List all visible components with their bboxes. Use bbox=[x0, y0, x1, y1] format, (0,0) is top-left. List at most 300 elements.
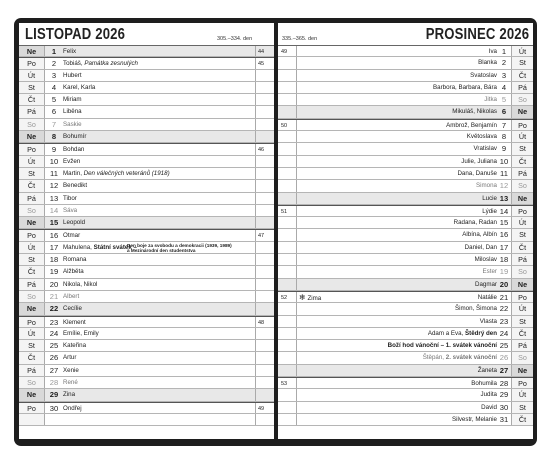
nameday bbox=[474, 143, 498, 155]
weekday-abbrev: Čt bbox=[511, 242, 533, 253]
day-row[interactable] bbox=[19, 156, 274, 168]
day-number: 13 bbox=[499, 193, 509, 203]
nameday-text: Otmar bbox=[63, 232, 81, 240]
weekday-abbrev: Út bbox=[19, 156, 45, 167]
week-number bbox=[255, 168, 274, 179]
week-number bbox=[255, 352, 274, 363]
week-number: 49 bbox=[255, 403, 274, 413]
week-number bbox=[255, 340, 274, 351]
day-row[interactable] bbox=[19, 131, 274, 143]
week-number bbox=[278, 389, 297, 400]
day-row[interactable] bbox=[278, 402, 533, 414]
nameday bbox=[63, 193, 77, 205]
day-number: 1 bbox=[501, 47, 507, 56]
day-row[interactable] bbox=[278, 143, 533, 155]
nameday-text: Felix bbox=[63, 48, 77, 55]
week-number bbox=[255, 266, 274, 277]
nameday-text: Zina bbox=[63, 391, 76, 399]
nameday-text: Klement bbox=[63, 318, 86, 326]
week-number: 44 bbox=[255, 46, 274, 56]
day-number: 27 bbox=[49, 365, 59, 375]
weekday-abbrev: Čt bbox=[511, 156, 533, 167]
day-row[interactable] bbox=[19, 377, 274, 389]
nameday-text: Blanka bbox=[478, 59, 497, 67]
week-number bbox=[278, 254, 297, 265]
day-row[interactable] bbox=[19, 402, 274, 414]
day-row[interactable] bbox=[278, 217, 533, 229]
week-number: 46 bbox=[255, 144, 274, 154]
week-number bbox=[278, 266, 297, 277]
nameday bbox=[63, 352, 76, 364]
weekday-abbrev: Po bbox=[19, 403, 45, 413]
day-number: 9 bbox=[501, 144, 507, 154]
day-row[interactable] bbox=[278, 242, 533, 254]
day-row[interactable] bbox=[278, 414, 533, 426]
weekday-abbrev: Út bbox=[511, 217, 533, 228]
day-number: 14 bbox=[49, 205, 59, 215]
nameday bbox=[470, 70, 497, 82]
nameday bbox=[63, 266, 84, 278]
day-row[interactable] bbox=[278, 205, 533, 217]
weekday-abbrev: Ne bbox=[19, 131, 45, 142]
week-number bbox=[255, 70, 274, 81]
day-row[interactable] bbox=[278, 106, 533, 118]
nameday bbox=[475, 279, 497, 291]
day-row[interactable] bbox=[19, 242, 274, 254]
week-number bbox=[255, 94, 274, 105]
day-row[interactable] bbox=[278, 57, 533, 69]
day-row[interactable] bbox=[278, 266, 533, 278]
nameday-text: Ondřej bbox=[63, 404, 82, 412]
week-number: 47 bbox=[255, 230, 274, 240]
planner-spread bbox=[14, 18, 537, 446]
nameday bbox=[455, 303, 497, 315]
day-row[interactable] bbox=[278, 193, 533, 205]
day-row[interactable] bbox=[278, 131, 533, 143]
nameday-text: Lucie bbox=[482, 194, 497, 202]
week-number: 45 bbox=[255, 58, 274, 68]
day-row[interactable] bbox=[278, 352, 533, 364]
day-row[interactable] bbox=[278, 303, 533, 315]
nameday-text: Miriam bbox=[63, 96, 82, 104]
week-number: 49 bbox=[278, 46, 297, 56]
weekday-abbrev: Pá bbox=[19, 365, 45, 376]
week-number bbox=[278, 279, 297, 290]
day-number: 12 bbox=[49, 181, 59, 191]
holiday-note: Památka zesnulých bbox=[84, 60, 138, 68]
nameday-text: Xenie bbox=[63, 366, 79, 374]
nameday-text: Barbora, Barbara, Bára bbox=[433, 83, 497, 91]
week-number: 50 bbox=[278, 120, 297, 130]
holiday-description bbox=[127, 243, 232, 253]
day-row[interactable] bbox=[19, 217, 274, 229]
weekday-abbrev: So bbox=[19, 377, 45, 388]
weekday-abbrev: Pá bbox=[511, 82, 533, 93]
weekday-abbrev: Čt bbox=[19, 180, 45, 191]
day-range: 305.–334. den bbox=[217, 36, 253, 42]
day-number: 21 bbox=[499, 292, 509, 302]
week-number: 52 bbox=[278, 292, 297, 302]
nameday-text: Mikuláš, Nikolas bbox=[452, 108, 497, 116]
day-row[interactable] bbox=[278, 365, 533, 377]
nameday-text: Saskie bbox=[63, 120, 82, 128]
nameday bbox=[63, 303, 82, 315]
weekday-abbrev: So bbox=[511, 94, 533, 105]
month-title: LISTOPAD 2026 bbox=[25, 26, 126, 43]
weekday-abbrev: Pá bbox=[19, 106, 45, 117]
day-row[interactable] bbox=[19, 168, 274, 180]
day-row[interactable] bbox=[278, 168, 533, 180]
nameday-text: Kateřina bbox=[63, 342, 87, 350]
nameday-text: Květoslava bbox=[466, 133, 497, 141]
day-number: 17 bbox=[499, 242, 509, 252]
weekday-abbrev: Ne bbox=[19, 46, 45, 56]
day-row[interactable] bbox=[19, 143, 274, 155]
weekday-abbrev: Po bbox=[19, 144, 45, 154]
nameday-text: Evžen bbox=[63, 157, 81, 165]
nameday-text: David bbox=[481, 403, 497, 411]
day-row[interactable] bbox=[19, 316, 274, 328]
nameday-text: Vratislav bbox=[473, 145, 497, 153]
nameday bbox=[63, 106, 82, 118]
nameday-text: Svatoslav bbox=[470, 71, 497, 79]
weekday-abbrev: Út bbox=[511, 46, 533, 56]
nameday bbox=[480, 389, 497, 401]
week-number bbox=[278, 168, 297, 179]
week-number bbox=[255, 193, 274, 204]
day-number: 11 bbox=[50, 168, 58, 178]
day-number: 16 bbox=[499, 230, 509, 240]
day-number: 18 bbox=[49, 255, 59, 265]
day-row[interactable] bbox=[19, 57, 274, 69]
day-list bbox=[19, 45, 274, 426]
weekday-abbrev: Pá bbox=[19, 193, 45, 204]
weekday-abbrev: Po bbox=[511, 206, 533, 216]
weekday-abbrev: Čt bbox=[19, 94, 45, 105]
nameday-text: Albína, Albín bbox=[462, 231, 497, 239]
weekday-abbrev: St bbox=[19, 168, 45, 179]
nameday bbox=[452, 106, 497, 118]
weekday-abbrev: Ne bbox=[511, 279, 533, 290]
nameday bbox=[63, 365, 79, 377]
day-row[interactable] bbox=[19, 70, 274, 82]
nameday-text: Žaneta bbox=[477, 366, 497, 374]
nameday-text: Tibor bbox=[63, 194, 77, 202]
holiday-line: a Mezinárodní den studentstva bbox=[127, 247, 196, 253]
nameday bbox=[63, 131, 86, 143]
day-row[interactable] bbox=[19, 119, 274, 131]
week-number bbox=[278, 217, 297, 228]
day-number: 18 bbox=[499, 255, 509, 265]
page-header bbox=[278, 23, 533, 45]
day-number: 22 bbox=[499, 304, 509, 314]
day-number: 24 bbox=[49, 328, 59, 338]
day-number: 2 bbox=[51, 59, 57, 69]
day-number: 2 bbox=[501, 58, 507, 68]
day-number: 7 bbox=[501, 120, 507, 130]
weekday-abbrev: Čt bbox=[19, 352, 45, 363]
day-row[interactable] bbox=[19, 389, 274, 401]
nameday bbox=[63, 168, 170, 180]
day-row[interactable] bbox=[19, 266, 274, 278]
nameday bbox=[478, 57, 497, 69]
day-row[interactable] bbox=[278, 180, 533, 192]
day-row[interactable] bbox=[278, 45, 533, 57]
nameday-text: Romana bbox=[63, 256, 87, 264]
day-row[interactable] bbox=[19, 193, 274, 205]
nameday-text: Cecílie bbox=[63, 305, 82, 313]
weekday-abbrev: Po bbox=[511, 292, 533, 302]
nameday-text: Leopold bbox=[63, 219, 86, 227]
weekday-abbrev: Út bbox=[511, 131, 533, 142]
day-row[interactable] bbox=[278, 377, 533, 389]
day-number: 5 bbox=[51, 95, 57, 105]
day-row[interactable] bbox=[19, 365, 274, 377]
day-row[interactable] bbox=[278, 229, 533, 241]
nameday bbox=[462, 229, 497, 241]
nameday-text: Nikola, Nikol bbox=[63, 280, 98, 288]
day-row[interactable] bbox=[19, 303, 274, 315]
day-number: 23 bbox=[49, 317, 59, 327]
nameday-text: Šimon, Šimona bbox=[455, 305, 497, 313]
nameday bbox=[475, 254, 497, 266]
day-row[interactable] bbox=[19, 414, 274, 426]
nameday-text: Artur bbox=[63, 354, 77, 362]
nameday-text: Adam a Eva, bbox=[427, 329, 466, 337]
nameday bbox=[63, 156, 80, 168]
day-number: 27 bbox=[499, 365, 509, 375]
holiday-note: Den válečných veteránů (1918) bbox=[83, 169, 170, 177]
nameday bbox=[482, 193, 497, 205]
week-number bbox=[255, 156, 274, 167]
nameday bbox=[457, 168, 497, 180]
nameday-text: Albert bbox=[63, 292, 80, 300]
day-number: 21 bbox=[49, 291, 59, 301]
day-row[interactable] bbox=[278, 279, 533, 291]
day-row[interactable] bbox=[278, 340, 533, 352]
day-row[interactable] bbox=[19, 180, 274, 192]
day-row[interactable] bbox=[19, 106, 274, 118]
weekday-abbrev: Čt bbox=[19, 266, 45, 277]
nameday-text: Mahulena, bbox=[63, 243, 94, 251]
nameday-text: Ambrož, Benjamín bbox=[446, 121, 497, 129]
day-number: 14 bbox=[499, 206, 509, 216]
nameday-text: Judita bbox=[480, 391, 497, 399]
nameday bbox=[423, 352, 497, 364]
week-number bbox=[255, 328, 274, 339]
day-row[interactable] bbox=[19, 254, 274, 266]
day-row[interactable] bbox=[19, 340, 274, 352]
nameday-text: Iva bbox=[488, 48, 497, 55]
nameday bbox=[63, 119, 82, 131]
week-number: 53 bbox=[278, 378, 297, 388]
weekday-abbrev: Pá bbox=[19, 279, 45, 290]
day-number: 25 bbox=[499, 341, 509, 351]
nameday bbox=[484, 94, 497, 106]
week-number bbox=[278, 303, 297, 314]
nameday-text: Natálie bbox=[477, 293, 497, 301]
day-number: 3 bbox=[501, 70, 507, 80]
weekday-abbrev: Ne bbox=[19, 217, 45, 228]
nameday bbox=[63, 254, 86, 266]
day-row[interactable] bbox=[19, 279, 274, 291]
week-number bbox=[255, 242, 274, 253]
week-number bbox=[278, 414, 297, 425]
nameday bbox=[452, 414, 497, 426]
nameday bbox=[433, 82, 497, 94]
holiday-label: Štědrý den bbox=[465, 329, 497, 337]
day-number: 17 bbox=[49, 242, 59, 252]
nameday-text: Martin, bbox=[63, 169, 84, 177]
week-number bbox=[278, 340, 297, 351]
day-number: 22 bbox=[49, 304, 59, 314]
week-number bbox=[278, 131, 297, 142]
day-row[interactable] bbox=[19, 82, 274, 94]
week-number bbox=[278, 242, 297, 253]
weekday-abbrev: Čt bbox=[511, 414, 533, 425]
week-number bbox=[255, 82, 274, 93]
day-row[interactable] bbox=[19, 352, 274, 364]
week-number bbox=[255, 377, 274, 388]
nameday-text: Vlasta bbox=[479, 317, 497, 325]
nameday-text: Jitka bbox=[484, 96, 497, 104]
weekday-abbrev: Ne bbox=[511, 365, 533, 376]
week-number: 51 bbox=[278, 206, 297, 216]
day-number: 29 bbox=[499, 390, 509, 400]
day-number: 10 bbox=[49, 156, 59, 166]
day-number: 15 bbox=[499, 218, 509, 228]
nameday bbox=[480, 316, 497, 328]
weekday-abbrev: So bbox=[19, 291, 45, 302]
nameday bbox=[63, 180, 87, 192]
nameday bbox=[63, 291, 79, 303]
day-number: 26 bbox=[499, 353, 509, 363]
weekday-abbrev: St bbox=[511, 57, 533, 68]
weekday-abbrev: St bbox=[511, 229, 533, 240]
day-number: 20 bbox=[499, 279, 509, 289]
nameday bbox=[428, 328, 497, 340]
weekday-abbrev: Po bbox=[511, 120, 533, 130]
day-number: 4 bbox=[51, 82, 57, 92]
week-number bbox=[255, 180, 274, 191]
day-number: 16 bbox=[49, 231, 59, 241]
week-number bbox=[278, 402, 297, 413]
day-number: 6 bbox=[501, 107, 507, 117]
nameday bbox=[63, 82, 95, 94]
nameday-text: Štěpán, bbox=[422, 354, 446, 362]
day-row[interactable] bbox=[19, 205, 274, 217]
day-row[interactable] bbox=[278, 316, 533, 328]
day-number: 19 bbox=[499, 267, 509, 277]
nameday-text: Miloslav bbox=[474, 256, 497, 264]
weekday-abbrev: Út bbox=[511, 389, 533, 400]
nameday bbox=[63, 377, 78, 389]
weekday-abbrev bbox=[19, 414, 45, 425]
nameday bbox=[467, 131, 497, 143]
nameday bbox=[63, 94, 82, 106]
day-row[interactable] bbox=[278, 291, 533, 303]
nameday-text: René bbox=[63, 379, 78, 387]
week-number bbox=[278, 156, 297, 167]
day-number: 4 bbox=[501, 82, 507, 92]
weekday-abbrev: St bbox=[511, 143, 533, 154]
day-number: 29 bbox=[49, 390, 59, 400]
nameday bbox=[465, 242, 497, 254]
day-number: 30 bbox=[49, 403, 59, 413]
month-title: PROSINEC 2026 bbox=[425, 26, 529, 43]
week-number bbox=[255, 131, 274, 142]
nameday-text: Radana, Radan bbox=[453, 219, 497, 227]
week-number bbox=[255, 365, 274, 376]
nameday bbox=[478, 365, 497, 377]
day-row[interactable] bbox=[278, 94, 533, 106]
day-row[interactable] bbox=[19, 328, 274, 340]
day-number: 10 bbox=[499, 156, 509, 166]
day-row[interactable] bbox=[19, 291, 274, 303]
december-page bbox=[278, 23, 533, 439]
day-row[interactable] bbox=[278, 119, 533, 131]
weekday-abbrev: Pá bbox=[511, 254, 533, 265]
day-number: 23 bbox=[499, 316, 509, 326]
weekday-abbrev: Po bbox=[511, 378, 533, 388]
weekday-abbrev: Út bbox=[19, 242, 45, 253]
weekday-abbrev: St bbox=[511, 402, 533, 413]
day-row[interactable] bbox=[278, 70, 533, 82]
week-number bbox=[255, 414, 274, 425]
week-number bbox=[278, 193, 297, 204]
week-number bbox=[278, 57, 297, 68]
weekday-abbrev: Po bbox=[19, 230, 45, 240]
weekday-abbrev: Út bbox=[19, 70, 45, 81]
weekday-abbrev: Ne bbox=[19, 389, 45, 400]
day-number: 7 bbox=[51, 119, 57, 129]
nameday-text: Emílie, Emily bbox=[63, 329, 99, 337]
nameday bbox=[63, 389, 75, 401]
day-number: 1 bbox=[51, 47, 57, 56]
nameday bbox=[63, 328, 99, 340]
weekday-abbrev: So bbox=[19, 119, 45, 130]
day-row[interactable] bbox=[19, 94, 274, 106]
day-row[interactable] bbox=[19, 229, 274, 241]
nameday-text: Dagmar bbox=[474, 280, 497, 288]
week-number bbox=[255, 389, 274, 400]
nameday bbox=[63, 279, 97, 291]
week-number bbox=[278, 352, 297, 363]
day-number: 30 bbox=[499, 402, 509, 412]
day-number: 19 bbox=[49, 267, 59, 277]
snowflake-icon: ❄ bbox=[299, 292, 306, 302]
day-row[interactable] bbox=[278, 328, 533, 340]
day-number: 8 bbox=[501, 132, 507, 142]
weekday-abbrev: So bbox=[19, 205, 45, 216]
weekday-abbrev: Pá bbox=[511, 340, 533, 351]
weekday-abbrev: Ne bbox=[511, 193, 533, 204]
holiday-label: Boží hod vánoční – 1. svátek vánoční bbox=[387, 342, 497, 350]
day-row[interactable] bbox=[278, 82, 533, 94]
day-row[interactable] bbox=[19, 45, 274, 57]
nameday bbox=[63, 340, 86, 352]
nameday bbox=[63, 205, 77, 217]
weekday-abbrev: Po bbox=[19, 317, 45, 327]
day-row[interactable] bbox=[278, 156, 533, 168]
week-number bbox=[278, 94, 297, 105]
day-number: 25 bbox=[49, 341, 59, 351]
day-row[interactable] bbox=[278, 389, 533, 401]
week-number bbox=[255, 254, 274, 265]
nameday-text: Alžběta bbox=[63, 268, 84, 276]
weekday-abbrev: Ne bbox=[19, 303, 45, 314]
day-row[interactable] bbox=[278, 254, 533, 266]
